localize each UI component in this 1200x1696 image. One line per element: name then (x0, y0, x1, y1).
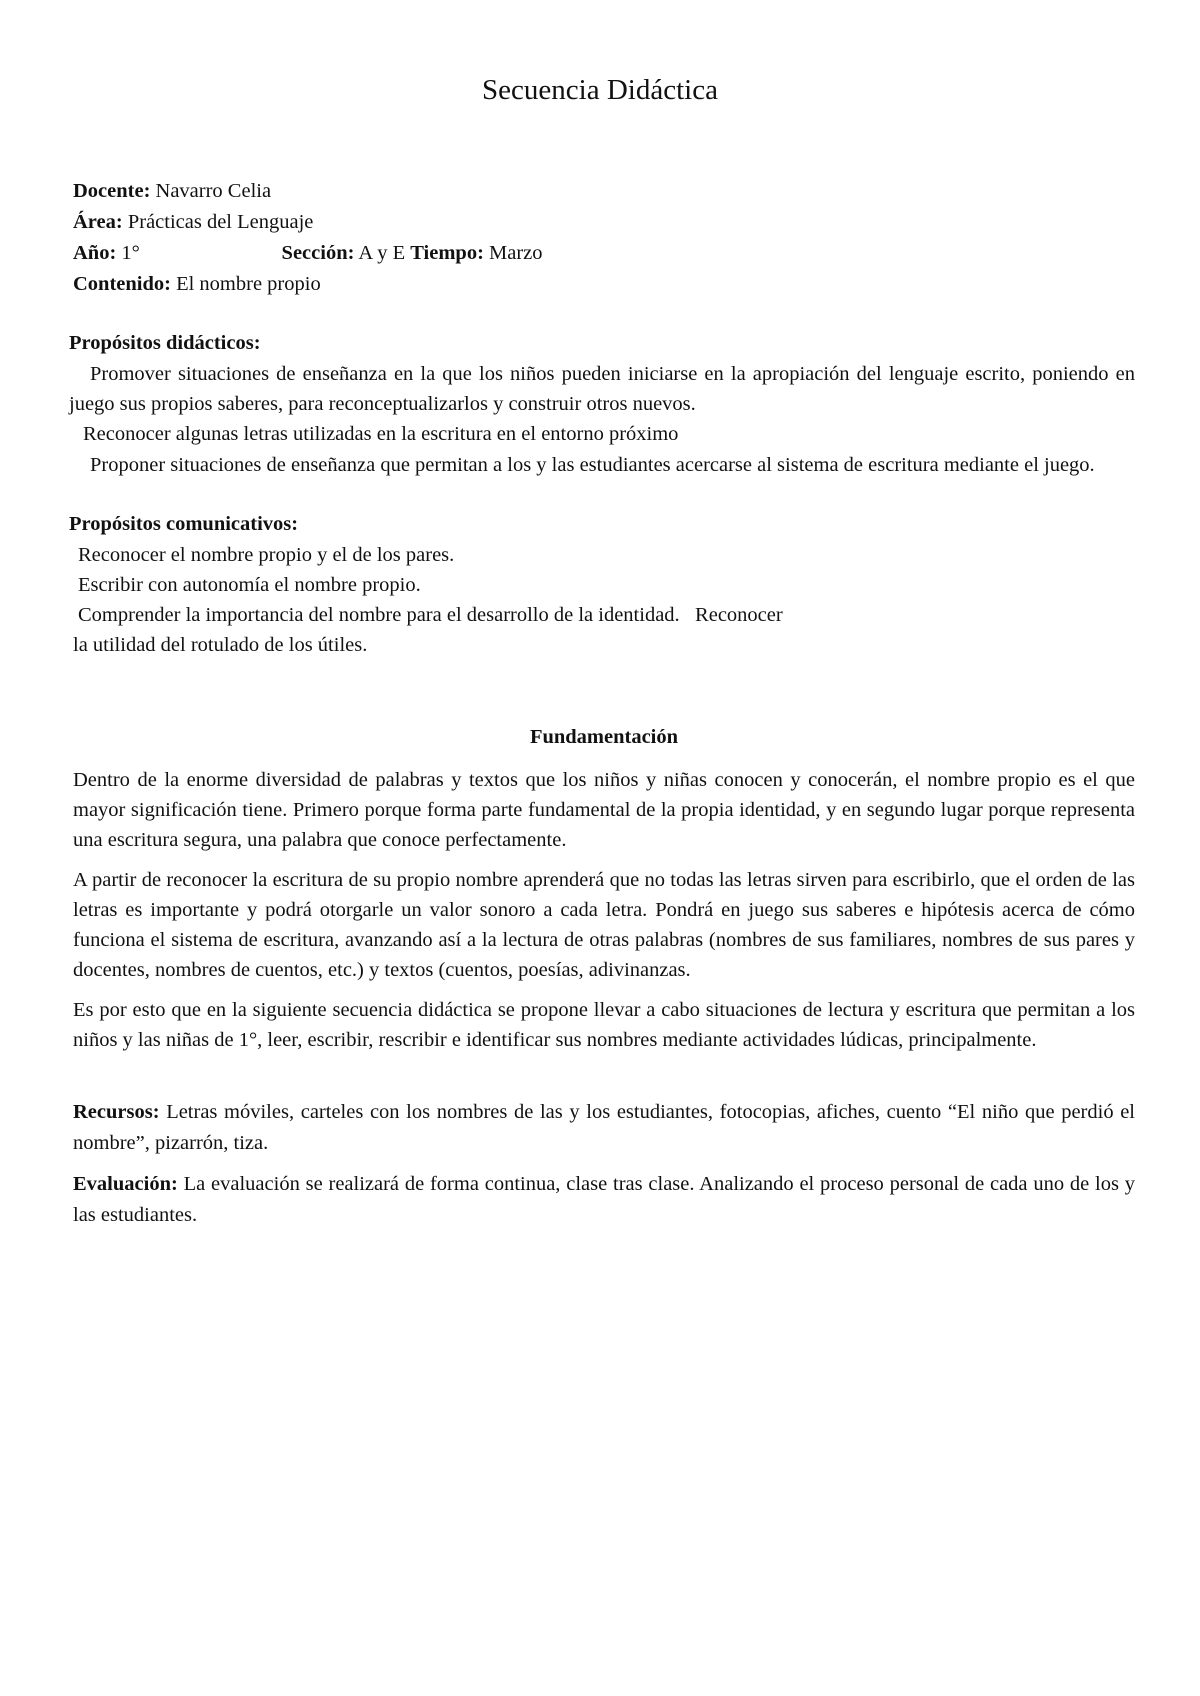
recursos-paragraph (73, 1097, 1135, 1159)
anio-label: Año: (73, 242, 117, 264)
contenido-label: Contenido: (73, 273, 171, 295)
seccion-value: A y E (358, 242, 406, 264)
propositos-didacticos-section (69, 328, 1135, 480)
proposito-didactico-1: Promover situaciones de enseñanza en la que los niños pueden iniciarse en la apropiación del lenguaje escrito, poniendo en juego sus propios saberes, para reconceptualizarlos y construir otros nuevos. (69, 363, 1135, 415)
proposito-comunicativo-1: Reconocer el nombre propio y el de los pares. (78, 544, 455, 566)
docente-label: Docente: (73, 180, 151, 202)
docente-line (73, 176, 1135, 207)
area-line (73, 207, 1135, 238)
anio-line (73, 238, 1135, 269)
seccion-label: Sección: (281, 242, 355, 264)
area-label: Área: (73, 211, 123, 233)
recursos-label: Recursos: (73, 1101, 160, 1123)
anio-value: 1° (121, 242, 140, 264)
area-value: Prácticas del Lenguaje (127, 211, 314, 233)
proposito-comunicativo-4: la utilidad del rotulado de los útiles. (73, 634, 368, 656)
contenido-line (73, 269, 1135, 300)
recursos-text: Letras móviles, carteles con los nombres de las y los estudiantes, fotocopias, afiches, cuento “El niño que perdió el nombre”, pizarrón, tiza. (73, 1101, 1135, 1154)
proposito-didactico-3: Proponer situaciones de enseñanza que permitan a los y las estudiantes acercarse al sistema de escritura mediante el juego. (90, 454, 1095, 476)
document-body (69, 176, 1136, 1231)
tiempo-value: Marzo (489, 242, 543, 264)
contenido-value: El nombre propio (176, 273, 321, 295)
proposito-comunicativo-2: Escribir con autonomía el nombre propio. (78, 574, 421, 596)
fundamentacion-paragraph-3: Es por esto que en la siguiente secuencia didáctica se propone llevar a cabo situaciones de lectura y escritura que permitan a los niños y las niñas de 1°, leer, escribir, rescribir e identificar sus nombres mediante actividades lúdicas, principalmente. (73, 999, 1135, 1051)
evaluacion-label: Evaluación: (73, 1173, 178, 1195)
evaluacion-paragraph (73, 1169, 1135, 1231)
docente-value: Navarro Celia (155, 180, 272, 202)
propositos-didacticos-heading: Propósitos didácticos: (69, 332, 261, 354)
tiempo-label: Tiempo: (410, 242, 484, 264)
propositos-comunicativos-section (69, 509, 1135, 660)
fundamentacion-paragraph-1: Dentro de la enorme diversidad de palabras y textos que los niños y niñas conocen y conocerán, el nombre propio es el que mayor significación tiene. Primero porque forma parte fundamental de la propia identidad, y en segundo lugar porque representa una escritura segura, una palabra que conoce perfectamente. (73, 769, 1135, 851)
proposito-comunicativo-3: Comprender la importancia del nombre para el desarrollo de la identidad. Reconocer (78, 604, 783, 626)
evaluacion-text: La evaluación se realizará de forma continua, clase tras clase. Analizando el proceso personal de cada uno de los y las estudiantes. (73, 1173, 1136, 1226)
fundamentacion-heading: Fundamentación (529, 726, 679, 748)
fundamentacion-paragraph-2: A partir de reconocer la escritura de su propio nombre aprenderá que no todas las letras sirven para escribirlo, que el orden de las letras es importante y podrá otorgarle un valor sonoro a cada letra. Pondrá en juego sus saberes e hipótesis acerca de cómo funciona el sistema de escritura, avanzando así a la lectura de otras palabras (nombres de sus familiares, nombres de sus pares y docentes, nombres de cuentos, etc.) y textos (cuentos, poesías, adivinanzas. (73, 869, 1135, 981)
document-title: Secuencia Didáctica (482, 74, 718, 106)
proposito-didactico-2: Reconocer algunas letras utilizadas en la escritura en el entorno próximo (83, 423, 679, 445)
info-block (73, 176, 1135, 300)
propositos-comunicativos-heading: Propósitos comunicativos: (69, 513, 299, 535)
fundamentacion-section (73, 722, 1135, 1055)
